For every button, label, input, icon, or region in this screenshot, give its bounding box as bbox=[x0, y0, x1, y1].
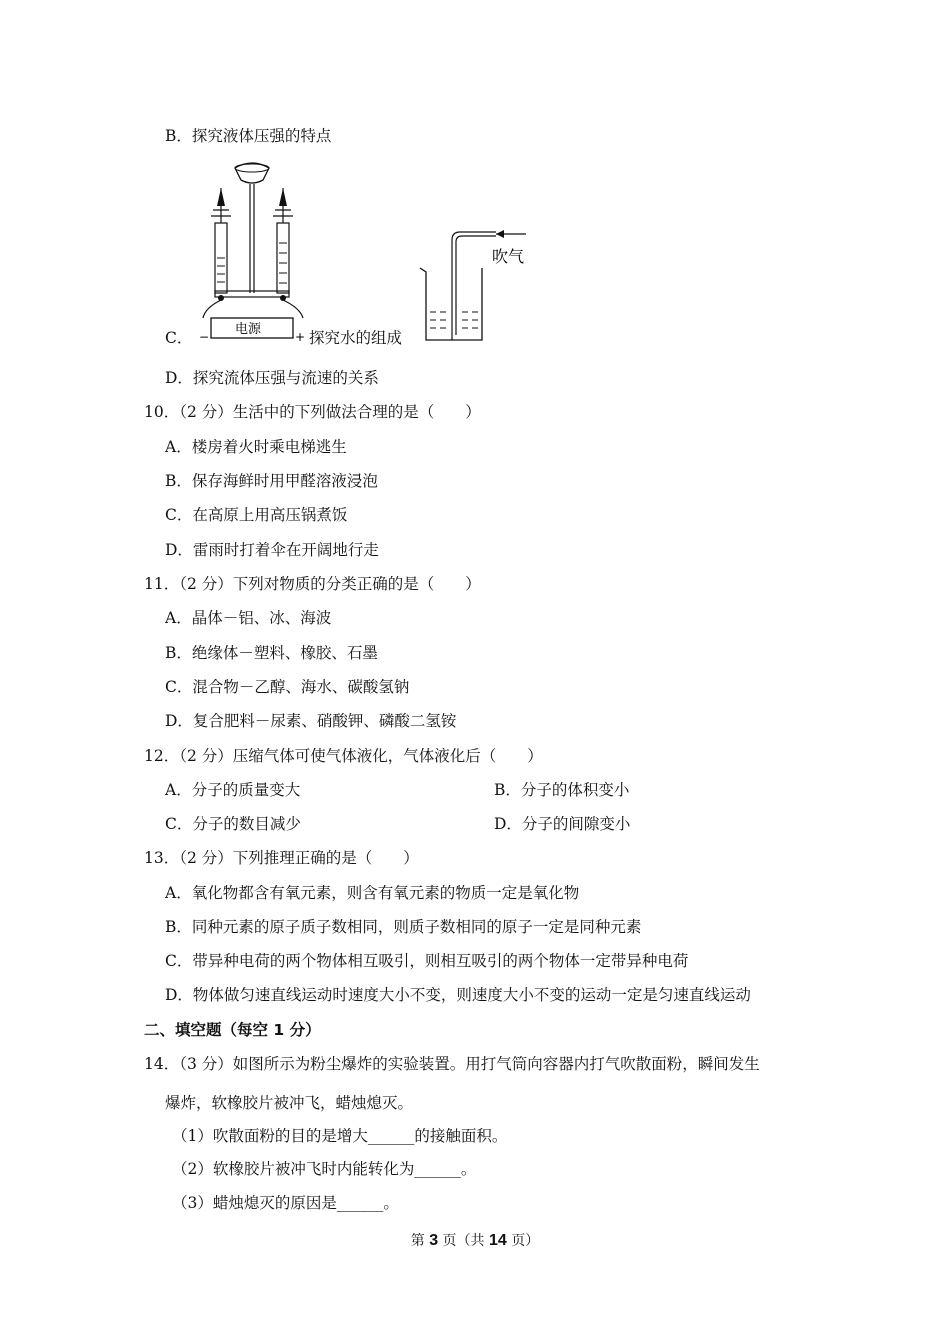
q13-option: A．氧化物都含有氧元素，则含有氧元素的物质一定是氧化物 bbox=[165, 884, 580, 902]
beaker-figure bbox=[414, 220, 539, 345]
q9-option-b: B．探究液体压强的特点 bbox=[165, 127, 332, 145]
section-heading: 二、填空题（每空 1 分） bbox=[144, 1021, 321, 1039]
q12-option: A．分子的质量变大 bbox=[165, 781, 301, 799]
page-number: 3 bbox=[429, 1232, 439, 1249]
q10-option: C．在高原上用高压锅煮饭 bbox=[165, 506, 348, 524]
q9-option-c-label: C． bbox=[165, 329, 193, 347]
blow-label: 吹气 bbox=[492, 247, 525, 266]
minus-sign: − bbox=[199, 330, 210, 344]
q11-option: A．晶体－铝、冰、海波 bbox=[165, 609, 332, 627]
electrolysis-figure bbox=[195, 158, 310, 348]
q12-option: D．分子的间隙变小 bbox=[494, 815, 631, 833]
q11-option: C．混合物－乙醇、海水、碳酸氢钠 bbox=[165, 678, 410, 696]
q13-option: B．同种元素的原子质子数相同，则质子数相同的原子一定是同种元素 bbox=[165, 918, 642, 936]
q14-subquestion: （1）吹散面粉的目的是增大______的接触面积。 bbox=[172, 1127, 508, 1145]
q11-option: D．复合肥料－尿素、硝酸钾、磷酸二氢铵 bbox=[165, 712, 457, 730]
q10-option: B．保存海鲜时用甲醛溶液浸泡 bbox=[165, 472, 378, 490]
q10-option: D．雷雨时打着伞在开阔地行走 bbox=[165, 541, 379, 559]
q14-subquestion: （3）蜡烛熄灭的原因是______。 bbox=[172, 1194, 399, 1212]
q13-stem: 13．（2 分）下列推理正确的是（ ） bbox=[144, 849, 419, 867]
q14-stem-line2: 爆炸，软橡胶片被冲飞，蜡烛熄灭。 bbox=[165, 1094, 414, 1112]
q14-stem-line1: 14．（3 分）如图所示为粉尘爆炸的实验装置。用打气筒向容器内打气吹散面粉，瞬间发生 bbox=[144, 1055, 760, 1073]
footer-pre: 第 bbox=[410, 1233, 430, 1249]
q10-stem: 10．（2 分）生活中的下列做法合理的是（ ） bbox=[144, 403, 481, 421]
q12-option: B．分子的体积变小 bbox=[494, 781, 630, 799]
page-footer bbox=[0, 1230, 950, 1250]
q13-option: C．带异种电荷的两个物体相互吸引，则相互吸引的两个物体一定带异种电荷 bbox=[165, 952, 689, 970]
q14-subquestion: （2）软橡胶片被冲飞时内能转化为______。 bbox=[172, 1160, 477, 1178]
q9-option-d: D．探究流体压强与流速的关系 bbox=[165, 369, 379, 387]
footer-post: 页） bbox=[506, 1233, 540, 1249]
q12-stem: 12．（2 分）压缩气体可使气体液化，气体液化后（ ） bbox=[144, 747, 543, 765]
plus-sign: + bbox=[295, 330, 306, 344]
footer-mid: 页（共 bbox=[438, 1233, 489, 1249]
q10-option: A．楼房着火时乘电梯逃生 bbox=[165, 438, 347, 456]
q11-stem: 11．（2 分）下列对物质的分类正确的是（ ） bbox=[144, 575, 481, 593]
q13-option: D．物体做匀速直线运动时速度大小不变，则速度大小不变的运动一定是匀速直线运动 bbox=[165, 986, 751, 1004]
q12-option: C．分子的数目减少 bbox=[165, 815, 301, 833]
power-source-label: 电源 bbox=[235, 322, 262, 337]
total-pages: 14 bbox=[489, 1232, 507, 1249]
q9-option-c-text: 探究水的组成 bbox=[309, 329, 403, 347]
q11-option: B．绝缘体－塑料、橡胶、石墨 bbox=[165, 644, 378, 662]
